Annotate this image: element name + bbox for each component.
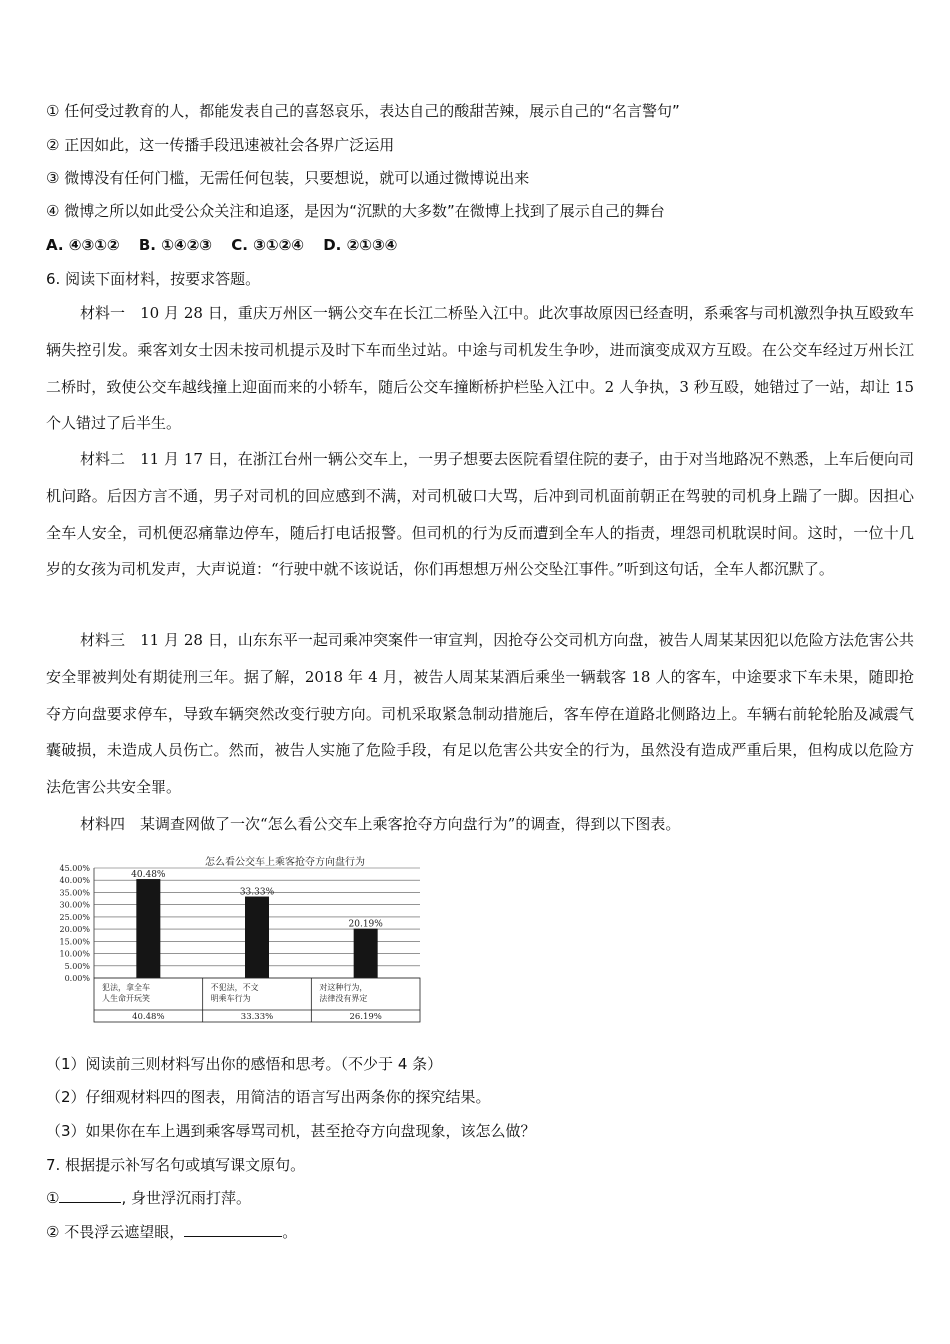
bar <box>354 929 378 978</box>
q7-stem: 7. 根据提示补写名句或填写课文原句。 <box>46 1156 306 1174</box>
category-label: 犯法，拿全车 <box>102 983 150 992</box>
bar <box>136 879 160 978</box>
q7-item-2 <box>46 1222 297 1242</box>
material-4: 材料四 某调查网做了一次“怎么看公交车上乘客抢夺方向盘行为”的调查，得到以下图表。 <box>80 815 681 833</box>
q6-sub2: （2）仔细观材料四的图表，用简洁的语言写出两条你的探究结果。 <box>46 1088 491 1106</box>
category-label: 不犯法，不文 <box>210 983 259 992</box>
survey-bar-chart <box>50 850 430 1028</box>
bar-data-label: 40.48% <box>131 870 166 881</box>
q7-item-1-text: , 身世浮沉雨打萍。 <box>121 1189 251 1207</box>
y-tick-label: 30.00% <box>59 900 90 910</box>
bars <box>131 870 383 978</box>
category-label: 人生命开玩笑 <box>102 994 150 1003</box>
table-value: 40.48% <box>132 1012 165 1022</box>
category-label: 法律没有界定 <box>319 994 368 1003</box>
y-tick-label: 25.00% <box>59 912 90 922</box>
q7-item-1 <box>46 1188 251 1208</box>
answer-c: C. ③①②④ <box>231 236 304 254</box>
y-axis <box>59 864 94 983</box>
q5-answer-choices <box>46 236 411 254</box>
fill-blank-1[interactable] <box>59 1188 121 1203</box>
q5-option-1: ① 任何受过教育的人，都能发表自己的喜怒哀乐，表达自己的酸甜苦辣，展示自己的“名言警句” <box>46 102 680 120</box>
q5-option-3: ③ 微博没有任何门槛，无需任何包装，只要想说，就可以通过微博说出来 <box>46 169 530 187</box>
y-tick-label: 45.00% <box>59 864 90 873</box>
y-tick-label: 0.00% <box>64 974 90 983</box>
q7-item-2-text: ② 不畏浮云遮望眼， <box>46 1223 185 1241</box>
q7-item-1-number: ① <box>46 1189 60 1207</box>
q5-option-4: ④ 微博之所以如此受公众关注和追逐，是因为“沉默的大多数”在微博上找到了展示自己的舞台 <box>46 202 665 220</box>
q6-sub3: （3）如果你在车上遇到乘客辱骂司机，甚至抢夺方向盘现象，该怎么做？ <box>46 1122 536 1140</box>
chart-table <box>94 978 420 1022</box>
category-label: 明乘车行为 <box>210 994 251 1003</box>
y-tick-label: 35.00% <box>59 888 90 898</box>
bar-data-label: 20.19% <box>348 919 383 930</box>
table-value: 33.33% <box>240 1012 274 1022</box>
material-1: 材料一 10 月 28 日，重庆万州区一辆公交车在长江二桥坠入江中。此次事故原因已经查明，系乘客与司机激烈争执互殴致车辆失控引发。乘客刘女士因未按司机提示及时下车而坐过站。中途与司机发生争吵，进而演变成双方互殴。在公交车经过万州长江二桥时，致使公交车越线撞上迎面而来的小轿车，随后公交车撞断桥护栏坠入江中。2 人争执，3 秒互殴，她错过了一站，却让 15 个人错过了后半生。 <box>46 304 914 433</box>
bar-data-label: 33.33% <box>239 887 275 898</box>
q6-sub1: （1）阅读前三则材料写出你的感悟和思考。（不少于 4 条） <box>46 1055 443 1073</box>
answer-b: B. ①④②③ <box>138 236 212 254</box>
y-tick-label: 5.00% <box>64 961 90 971</box>
material-3: 材料三 11 月 28 日，山东东平一起司乘冲突案件一审宣判，因抢夺公交司机方向盘，被告人周某某因犯以危险方法危害公共安全罪被判处有期徒刑三年。据了解，2018 年 4 月，被告人周某某酒后乘坐一辆载客 18 人的客车，中途要求下车未果，随即抢夺方向盘要求停车，导致车辆突然改变行驶方向。司机采取紧急制动措施后，客车停在道路北侧路边上。车辆右前轮轮胎及减震气囊破损，未造成人员伤亡。然而，被告人实施了危险手段，有足以危害公共安全的行为，虽然没有造成严重后果，但构成以危险方法危害公共安全罪。 <box>46 631 914 797</box>
y-tick-label: 10.00% <box>59 949 90 959</box>
y-tick-label: 40.00% <box>59 876 90 886</box>
q7-item-2-end: 。 <box>282 1223 298 1241</box>
answer-d: D. ②①③④ <box>323 236 398 254</box>
category-label: 对这种行为， <box>319 983 368 992</box>
material-2: 材料二 11 月 17 日，在浙江台州一辆公交车上，一男子想要去医院看望住院的妻子，由于对当地路况不熟悉，上车后便向司机问路。后因方言不通，男子对司机的回应感到不满，对司机破口大骂，后冲到司机面前朝正在驾驶的司机身上踹了一脚。因担心全车人安全，司机便忍痛靠边停车，随后打电话报警。但司机的行为反而遭到全车人的指责，埋怨司机耽误时间。这时，一位十几岁的女孩为司机发声，大声说道：“行驶中就不该说话，你们再想想万州公交坠江事件。”听到这句话，全车人都沉默了。 <box>46 450 914 579</box>
fill-blank-2[interactable] <box>184 1222 282 1237</box>
table-value: 26.19% <box>349 1012 382 1022</box>
chart-title: 怎么看公交车上乘客抢夺方向盘行为 <box>205 857 365 868</box>
bar <box>245 897 269 978</box>
answer-a: A. ④③①② <box>46 236 120 254</box>
q6-stem: 6. 阅读下面材料，按要求答题。 <box>46 270 261 288</box>
y-tick-label: 15.00% <box>59 937 90 947</box>
q5-option-2: ② 正因如此，这一传播手段迅速被社会各界广泛运用 <box>46 136 395 154</box>
y-tick-label: 20.00% <box>59 925 90 935</box>
